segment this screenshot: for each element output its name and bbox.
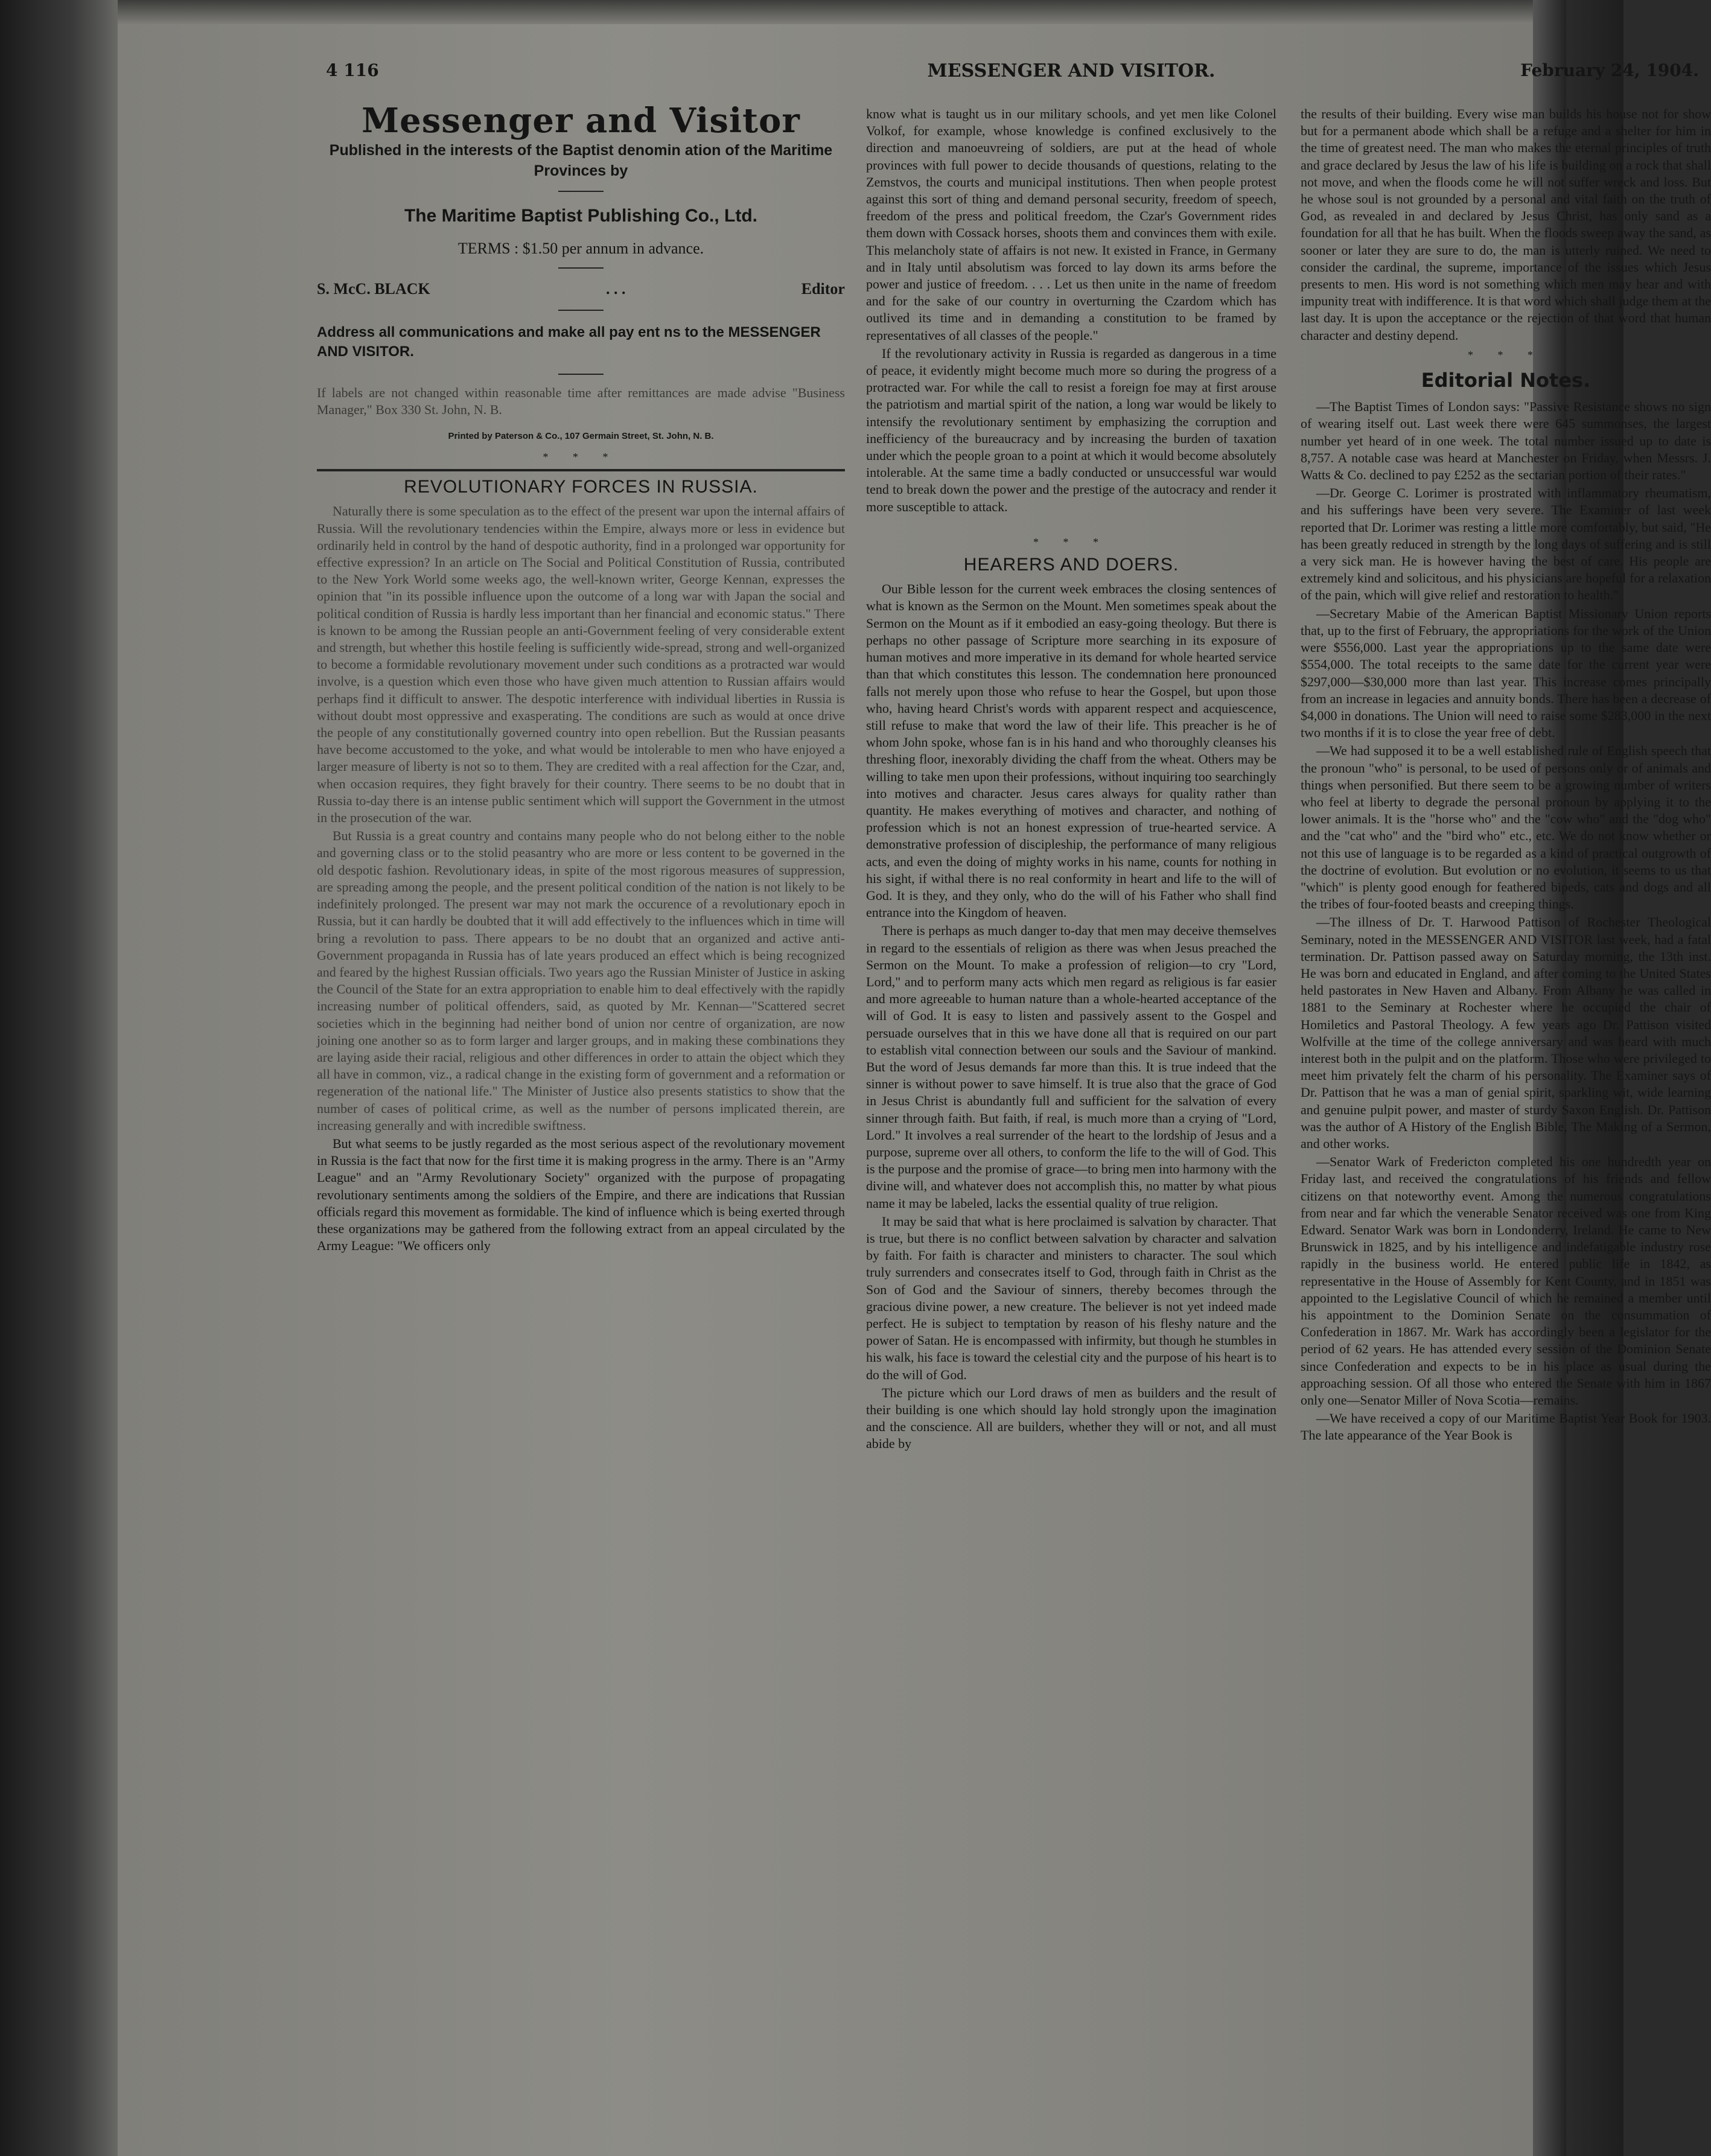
masthead-published-line: Published in the interests of the Baptist denomin ation of the Maritime Provinces by [329,142,833,180]
editor-label: Editor [801,279,845,298]
page-number: 4 116 [326,60,379,80]
article-paragraph: know what is taught us in our military schools, and yet men like Colonel Volkof, for example, whose knowledge is confined exclusively to the direction and manoeuvreing of soldiers, are put at the head of whole provinces with full power to decide thousands of questions, relating to the Zemstvos, the courts and municipal institutions. Then when people protest against this sort of thing and demand personal security, freedom of speech, freedom of the press and political freedom, the Czar's Government rides them down with Cossack horses, shoots them and convinces them with exile. This melancholy state of affairs is not new. It existed in France, in Germany and in Italy until absolutism was forced to lay down its arms before the power and justice of freedom. . . . Let us then unite in the name of freedom and for the sake of our country in overturning the Czardom which has outlived its time and in demanding a constitution to be framed by representatives of all classes of the people." [866,106,1276,343]
issue-date: February 24, 1904. [1520,60,1699,80]
article-paragraph: the results of their building. Every wise man builds his house not for show but for a permanent abode which shall be a refuge and a shelter for him in the time of greatest need. The man who makes the eternal principles of truth and grace declared by Jesus the law of his life is building on a rock that shall not move, and when the floods come he will not suffer wreck and loss. But he whose soul is not grounded by a personal and vital faith on the truth of God, as revealed in and declared by Jesus Christ, has only sand as a foundation for all that he has built. When the floods sweep away the sand, as sooner or later they are sure to do, the man is utterly ruined. We need to consider the cardinal, the supreme, importance of the issues which Jesus presents to men. His word is not something which men may hear and with impunity treat with indifference. It is that word which shall judge them at the last day. It is upon the acceptance or the rejection of that word that human character and destiny depend. [1301,106,1711,343]
editor-name: S. McC. BLACK [317,279,430,298]
masthead-publisher: The Maritime Baptist Publishing Co., Ltd. [404,206,757,226]
article-paragraph: Our Bible lesson for the current week embraces the closing sentences of what is known as the Sermon on the Mount. Men sometimes speak about the Sermon on the Mount as if it embodied an easy-going theology. But there is perhaps no other passage of Scripture more searching in its exposure of human motives and more imperative in its demand for whole hearted service than that which constitutes this lesson. The condemnation here pronounced falls not merely upon those who refuse to hear the Gospel, but upon those who, having heard Christ's words with apparent respect and acquiescence, still refuse to make that word the law of their life. This preacher is he of whom John spoke, whose fan is in his hand and who thoroughly cleanses his threshing floor, inexorably dividing the chaff from the wheat. Others may be willing to take men upon their professions, without inquiring too searchingly into motives and character. Jesus cares always for quality rather than quantity. He makes everything of motives and character, and nothing of profession which is not an honest expression of true-hearted service. A demonstrative profession of discipleship, the performance of many religious acts, and even the doing of mighty works in his name, counts for nothing in his sight, if withal there is no real conformity in heart and life to the will of God. It is they, and they only, who do the will of his Father who shall find entrance into the Kingdom of heaven. [866,581,1276,920]
masthead-terms: TERMS : $1.50 per annum in advance. [457,240,704,258]
article-paragraph: It may be said that what is here proclaimed is salvation by character. That is true, but there is no conflict between salvation by character and salvation by faith. For faith is character and ministers to character. The soul which truly surrenders and consecrates itself to God, through faith in Christ as the Son of God and the Saviour of sinners, thereby becomes through the gracious divine power, a new creature. The believer is not yet indeed made perfect. He is subject to temptation by reason of his fleshy nature and the power of Satan. He is encompassed with infirmity, but though he stumbles in his walk, his face is toward the celestial city and the purpose of his heart is to do the will of God. [866,1213,1276,1382]
masthead-printed-by: Printed by Paterson & Co., 107 Germain Street, St. John, N. B. [448,430,714,441]
article-paragraph: There is perhaps as much danger to-day that men may deceive themselves in regard to the essentials of religion as there was when Jesus preached the Sermon on the Mount. To make a profession of religion—to cry "Lord, Lord," and to perform many acts which men regard as religious is far easier and more agreeable to human nature than a whole-hearted acceptance of the will of God. It is easy to listen and passively assent to the Gospel and persuade ourselves that in this we have done all that is required on our part to establish vital connection between our souls and the Saviour of mankind. But the word of Jesus demands far more than this. It is true indeed that the sinner is without power to save himself. It is true also that the grace of God in Jesus Christ is abundantly full and sufficient for the salvation of every sinner through faith. But faith, if real, is much more than a crying of "Lord, Lord." It involves a real surrender of the heart to the lordship of Jesus and a purpose, supreme over all others, to conform the life to the will of God. This is the purpose and the promise of grace—to bring men into harmony with the divine will, and whatever does not accomplish this, no matter by what pious name it may be labeled, lacks the essential quality of true religion. [866,923,1277,1211]
column-2 [866,106,1276,1453]
editorial-note: —Senator Wark of Fredericton completed his one hundredth year on Friday last, and received the congratulations of his friends and fellow citizens on that noteworthy event. Among the numerous congratulations from near and far which the venerable Senator received was one from King Edward. Senator Wark was born in Londonderry, Ireland. He came to New Brunswick in 1825, and by his intelligence and indefatigable industry rose rapidly in the business world. He entered public life in 1842, as representative in the House of Assembly for Kent County, and in 1851 was appointed to the Legislative Council of which he remained a member until his appointment to the Dominion Senate on the consummation of Confederation in 1867. Mr. Wark has accordingly been a legislator for the period of 62 years. He has attended every session of the Dominion Senate since Confederation and expects to be in his place as usual during the approaching session. Of all those who entered the Senate with him in 1867 only one—Senator Miller of Nova Scotia—remains. [1301,1154,1711,1408]
editorial-note: —The illness of Dr. T. Harwood Pattison of Rochester Theological Seminary, noted in the MESSENGER AND VISITOR last week, had a fatal termination. Dr. Pattison passed away on Saturday morning, the 13th inst. He was born and educated in England, and after coming to the United States held pastorates in New Haven and Albany. From Albany he was called in 1881 to the Seminary at Rochester where he occupied the chair of Homiletics and Pastoral Theology. A few years ago Dr. Pattison visited Wolfville at the time of the college anniversary and was heard with much interest both in the pulpit and on the platform. Those who were privileged to meet him privately felt the charm of his personality. The Examiner says of Dr. Pattison that he was a man of genial spirit, sparkling wit, wide learning and genuine pulpit power, and master of sturdy Saxon English. Dr. Pattison was the author of A History of the English Bible, The Making of a Sermon, and other works. [1301,914,1711,1151]
masthead-title: Messenger and Visitor [362,101,800,141]
masthead-address-note: Address all communications and make all pay ent ns to the MESSENGER AND VISITOR. [317,324,821,360]
editorial-note: —Secretary Mabie of the American Baptist Missionary Union reports that, up to the first of February, the appropriations for the work of the Union were $556,000. Last year the appropriations up to the same date were $554,000. The total receipts to the same date for the current year were $297,000—$30,000 more than last year. This increase comes principally from an increase in legacies and annuity bonds. There has been a decrease of $4,000 in donations. The Union will need to raise some $283,000 in the next two months if it is to close the year free of debt. [1301,605,1711,741]
column-1 [317,101,845,1254]
editorial-note: —The Baptist Times of London says: "Passive Resistance shows no sign of wearing itself out. Last week there were 645 summonses, the largest number yet heard of in one week. The total number issued up to date is 8,757. A notable case was heard at Manchester on Friday, when Messrs. J. Watts & Co. declined to pay £252 as the sectarian portion of their rates." [1301,399,1711,483]
article-paragraph: The picture which our Lord draws of men as builders and the result of their building is one which should lay hold strongly upon the imagination and the conscience. All are builders, whether they will or not, and all must abide by [866,1385,1276,1452]
section-rule [317,469,845,471]
editorial-note: —We have received a copy of our Maritime Baptist Year Book for 1903. The late appearance of the Year Book is [1301,1411,1711,1443]
column-3 [1301,106,1711,1444]
editorial-note: —Dr. George C. Lorimer is prostrated with inflammatory rheumatism, and his sufferings have been very severe. The Examiner of last week reported that Dr. Lorimer was resting a little more comfortably, but said, "He has been greatly reduced in strength by the long days of suffering and is still a very sick man. He is however having the best of care. His people are extremely kind and solicitous, and his physicians are hopeful for a relaxation of the pain, which will give relief and restoration to health." [1301,485,1711,603]
masthead-rule [558,267,604,269]
masthead-editor-row [317,281,845,298]
editor-dots: . . . [606,279,626,298]
masthead-rule [558,191,604,192]
section-stars: * * * [1033,535,1109,548]
section-stars: * * * [1468,348,1544,361]
masthead-labels-note: If labels are not changed within reasonable time after remittances are made advise "Business Manager," Box 330 St. John, N. B. [317,384,845,417]
masthead-rule [558,310,604,311]
article-headline: REVOLUTIONARY FORCES IN RUSSIA. [404,477,758,497]
newspaper-page [118,0,1711,2156]
article-headline: HEARERS AND DOERS. [963,555,1179,575]
article-paragraph: Naturally there is some speculation as to the effect of the present war upon the internal affairs of Russia. Will the revolutionary tendencies within the Empire, always more or less in evidence but ordinarily held in control by the hand of despotic authority, find in a prolonged war opportunity for effective expression? In an article on The Social and Political Constitution of Russia, contributed to the New York World some weeks ago, the well-known writer, George Kennan, expresses the opinion that "in its possible influence upon the outcome of a long war with Japan the social and political condition of Russia is hardly less important than her financial and economic status." There is known to be among the Russian people an anti-Government feeling of very considerable extent and strength, but whether this hostile feeling is sufficiently wide-spread, strong and well-organized to become a formidable revolutionary movement under such conditions as a protracted war would involve, is a question which even those who have given much attention to Russian affairs would perhaps find it difficult to answer. The despotic interference with individual liberties in Russia is without doubt most oppressive and exasperating. The conditions are such as would at once drive the people of any constitutionally governed country into open rebellion. But the Russian peasants have become accustomed to the yoke, and what would be intolerable to men who have enjoyed a larger measure of liberty is not so to them. They are credited with a real affection for the Czar, and, when occasion requires, they fight bravely for their country. There seems to be no doubt that in Russia to-day there is an intense public sentiment which will support the Government in the utmost in the prosecution of the war. [317,503,845,826]
article-paragraph: But what seems to be justly regarded as the most serious aspect of the revolutionary movement in Russia is the fact that now for the first time it is making progress in the army. There is an "Army League" and an "Army Revolutionary Society" organized with the purpose of propagating revolutionary sentiments among the soldiers of the Empire, and there are indications that Russian officials regard this movement as formidable. The kind of influence which is being exerted through these organizations may be gathered from the following extract from an appeal circulated by the Army League: "We officers only [317,1135,845,1254]
page-top-shadow [118,0,1566,24]
masthead-rule [558,374,604,375]
article-headline: Editorial Notes. [1421,369,1591,392]
running-title: MESSENGER AND VISITOR. [927,60,1216,81]
article-paragraph: If the revolutionary activity in Russia is regarded as dangerous in a time of peace, it evidently might become much more so during the progress of a protracted war. For while the call to resist a foreign foe may at first arouse the patriotism and martial spirit of the nation, a long war would be likely to intensify the revolutionary sentiment by emphasizing the corruption and inefficiency of the bureaucracy and by increasing the burden of taxation under which the people groan to a point at which it would become absolutely intolerable. At the same time a badly conducted or unsuccessful war would tend to break down the power and the prestige of the autocracy and render it more susceptible to attack. [866,345,1276,514]
editorial-note: —We had supposed it to be a well established rule of English speech that the pronoun "who" is personal, to be used of persons only or of animals and things when personified. But there seem to be a growing number of writers who feel at liberty to degrade the personal pronoun by applying it to the lower animals. It is the "horse who" and the "cow who" and the "dog who" and the "cat who" and the "bird who" etc., etc. We do not know whether or not this use of language is to be regarded as a kind of practical outgrowth of the doctrine of evolution. But evolution or no evolution, it seems to us that "which" is plenty good enough for feathered bipeds, cats and dogs and all the tribes of four-footed beasts and creeping things. [1301,743,1711,912]
section-stars: * * * [543,451,619,464]
article-paragraph: But Russia is a great country and contains many people who do not belong either to the noble and governing class or to the stolid peasantry who are more or less content to be governed in the old despotic fashion. Revolutionary ideas, in spite of the most rigorous measures of suppression, are spreading among the people, and the present political condition of the nation is not likely to be indefinitely prolonged. The present war may not mark the occurence of a revolutionary epoch in Russia, but it can hardly be doubted that it will add effectively to the influences which in time will bring a revolution to pass. There appears to be no doubt that an organized and active anti-Government propaganda in Russia has of late years produced an effect which is being recognized and feared by the highest Russian officials. Two years ago the Russian Minister of Justice in asking the Council of the State for an extra appropriation to enable him to deal effectively with the rapidly increasing number of political offenders, said, as quoted by Mr. Kennan—"Scattered secret societies which in the beginning had neither bond of union nor centre of organization, are now joining one another so as to form larger and larger groups, and in making these combinations they are laying aside their racial, religious and other differences in order to attain the object which they all have in common, viz., a radical change in the existing form of government and a reformation or regeneration of the national life." The Minister of Justice also presents statistics to show that the number of cases of political crime, as well as the number of persons implicated therein, are increasing generally and with incredible swiftness. [317,828,845,1133]
